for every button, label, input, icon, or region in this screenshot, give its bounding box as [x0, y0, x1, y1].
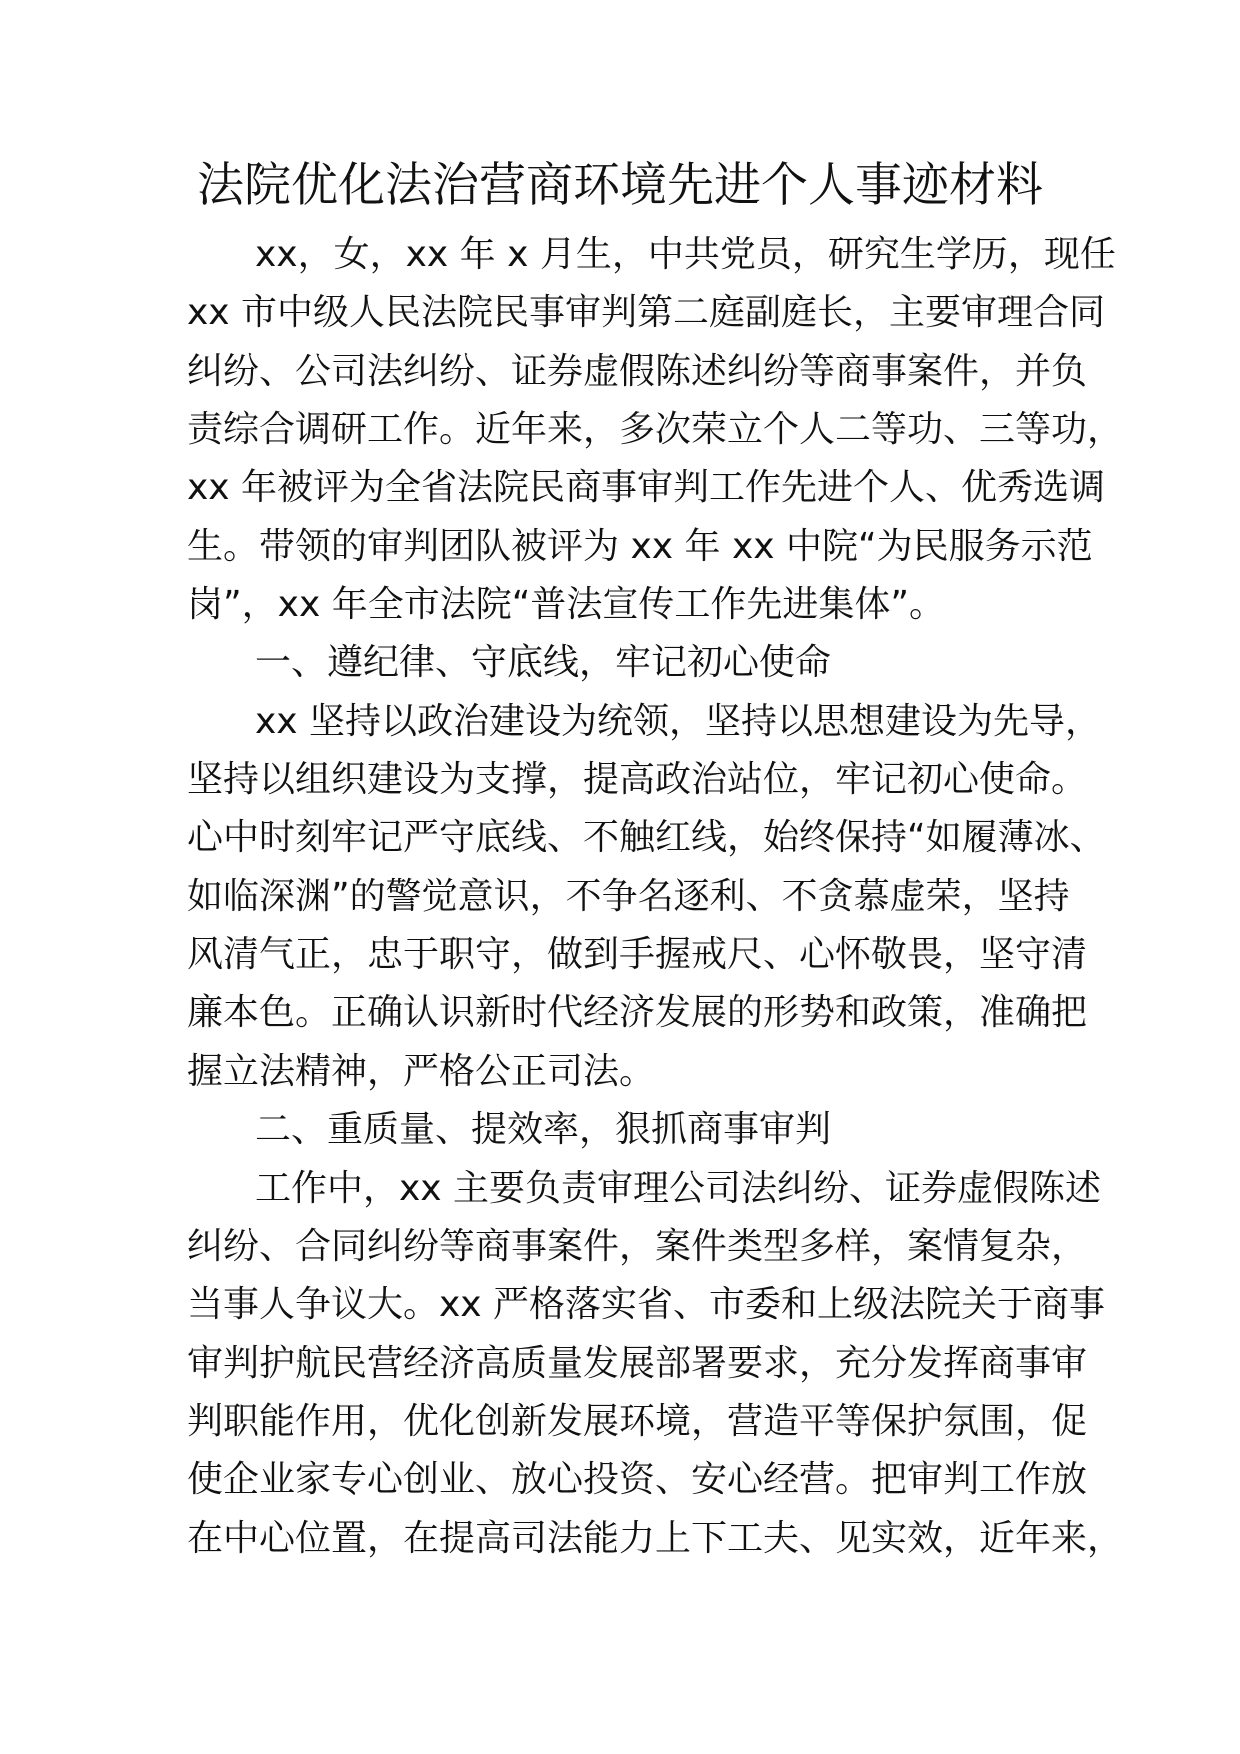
- paragraph-line: 纠纷、公司法纠纷、证券虚假陈述纠纷等商事案件，并负: [187, 350, 1088, 392]
- paragraph-line: 当事人争议大。xx 严格落实省、市委和上级法院关于商事: [187, 1284, 1106, 1326]
- paragraph-line: 握立法精神，严格公正司法。: [187, 1050, 656, 1092]
- paragraph-line: 使企业家专心创业、放心投资、安心经营。把审判工作放: [187, 1459, 1088, 1501]
- paragraph-line: xx 坚持以政治建设为统领，坚持以思想建设为先导，: [255, 700, 1102, 742]
- paragraph-line: xx 年被评为全省法院民商事审判工作先进个人、优秀选调: [187, 467, 1106, 509]
- paragraph-line: 工作中，xx 主要负责审理公司法纠纷、证券虚假陈述: [255, 1167, 1102, 1209]
- section-heading: 一、遵纪律、守底线，牢记初心使命: [255, 642, 832, 684]
- paragraph-line: 坚持以组织建设为支撑，提高政治站位，牢记初心使命。: [187, 759, 1088, 801]
- paragraph-line: 判职能作用，优化创新发展环境，营造平等保护氛围，促: [187, 1400, 1088, 1442]
- document-title: 法院优化法治营商环境先进个人事迹材料: [197, 158, 1043, 213]
- paragraph-line: 纠纷、合同纠纷等商事案件，案件类型多样，案情复杂，: [187, 1225, 1088, 1267]
- paragraph-line: 心中时刻牢记严守底线、不触红线，始终保持“如履薄冰、: [187, 817, 1106, 859]
- paragraph-line: 在中心位置，在提高司法能力上下工夫、见实效，近年来，: [187, 1517, 1124, 1559]
- paragraph-line: 如临深渊”的警觉意识，不争名逐利、不贪慕虚荣，坚持: [187, 875, 1070, 917]
- paragraph-line: 责综合调研工作。近年来，多次荣立个人二等功、三等功，: [187, 409, 1124, 451]
- paragraph-line: 岗”，xx 年全市法院“普法宣传工作先进集体”。: [187, 584, 946, 626]
- document-body: [187, 226, 1124, 1568]
- paragraph-line: 生。带领的审判团队被评为 xx 年 xx 中院“为民服务示范: [187, 525, 1093, 567]
- section-heading: 二、重质量、提效率，狠抓商事审判: [255, 1109, 832, 1151]
- paragraph-line: 风清气正，忠于职守，做到手握戒尺、心怀敬畏，坚守清: [187, 934, 1088, 976]
- paragraph-line: 廉本色。正确认识新时代经济发展的形势和政策，准确把: [187, 992, 1088, 1034]
- paragraph-line: 审判护航民营经济高质量发展部署要求，充分发挥商事审: [187, 1342, 1088, 1384]
- paragraph-line: xx 市中级人民法院民事审判第二庭副庭长，主要审理合同: [187, 292, 1106, 334]
- paragraph-line: xx，女，xx 年 x 月生，中共党员，研究生学历，现任: [255, 234, 1116, 275]
